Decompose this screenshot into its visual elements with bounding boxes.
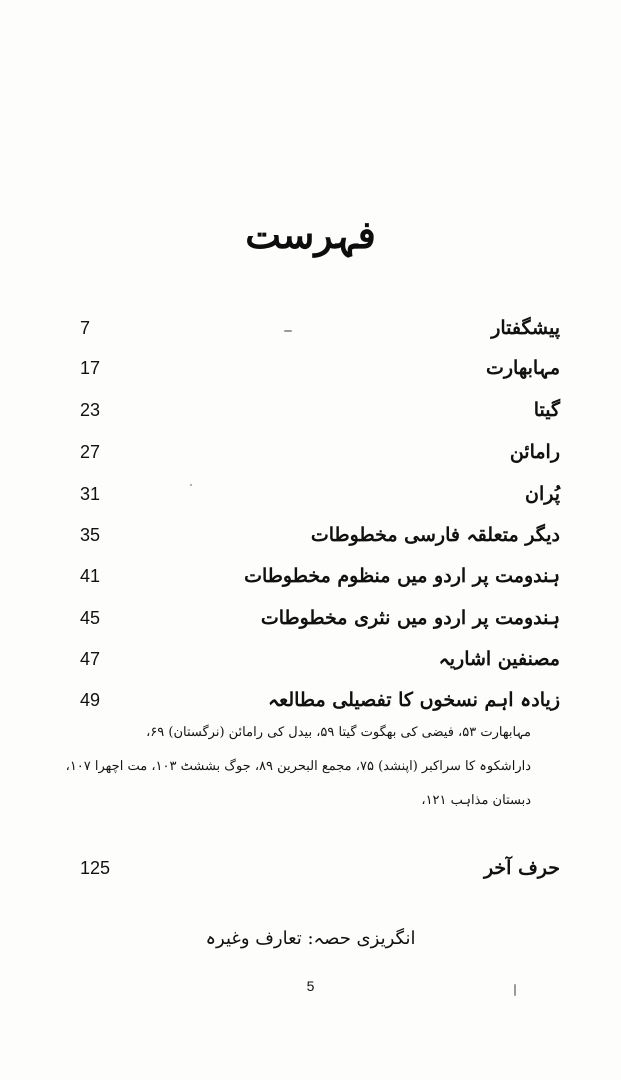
page-number: 5 [306,978,315,994]
toc-entry-label: ہندومت پر اردو میں نثری مخطوطات [260,607,560,629]
toc-entry-page: 17 [80,358,101,378]
toc-entry-label: حرف آخر [483,857,560,879]
page-title: فہرست [245,212,376,257]
toc-entry [80,682,560,718]
toc-entry-page: 35 [80,525,101,545]
toc-entry-label: دیگر متعلقہ فارسی مخطوطات [310,524,560,546]
toc-entry-label: رامائن [509,441,560,463]
toc-entry [80,600,560,636]
toc-entry-page: 27 [80,442,101,462]
english-section-note: انگریزی حصہ: تعارف وغیرہ [205,928,416,949]
toc-entry-page: 125 [80,858,111,878]
toc-entry [80,558,560,594]
toc-entry-label: مہابھارت [486,357,560,379]
toc-entry-label: پُران [524,483,560,505]
toc-entry [80,641,560,677]
scan-speck [190,484,192,486]
toc-entry-page: 49 [80,690,101,710]
scan-speck [284,330,292,332]
toc-entry-label: زیادہ اہم نسخوں کا تفصیلی مطالعہ [268,689,560,711]
toc-entry [80,434,560,470]
toc-entry [80,350,560,386]
toc-entry [80,392,560,428]
toc-entry-page: 31 [80,484,101,504]
toc-entry [80,310,560,346]
toc-entry-page: 47 [80,649,101,669]
toc-entry-page: 45 [80,608,101,628]
toc-entry-label: گیتا [533,399,560,421]
toc-entry-page: 23 [80,400,101,420]
toc-entry [80,517,560,553]
toc-entry-label: ہندومت پر اردو میں منظوم مخطوطات [244,565,560,587]
toc-entry-page: 7 [80,318,91,338]
toc-entry [80,476,560,512]
toc-sub-line: مہابھارت ۵۳، فیضی کی بھگوت گیتا ۵۹، بیدل کی رامائن (نرگستان) ۶۹، [146,725,531,740]
toc-entry-final [80,850,560,886]
toc-sub-line: داراشکوہ کا سراکبر (اپنشد) ۷۵، مجمع البحرین ۸۹، جوگ بششٹ ۱۰۳، مت اچھرا ۱۰۷، [65,759,531,774]
toc-entry-label: مصنفین اشاریہ [438,648,560,670]
toc-entry-label: پیشگفتار [491,317,560,339]
scan-speck [514,984,516,996]
toc-entry-page: 41 [80,566,101,586]
toc-sub-line: دبستان مذاہب ۱۲۱، [421,793,531,808]
